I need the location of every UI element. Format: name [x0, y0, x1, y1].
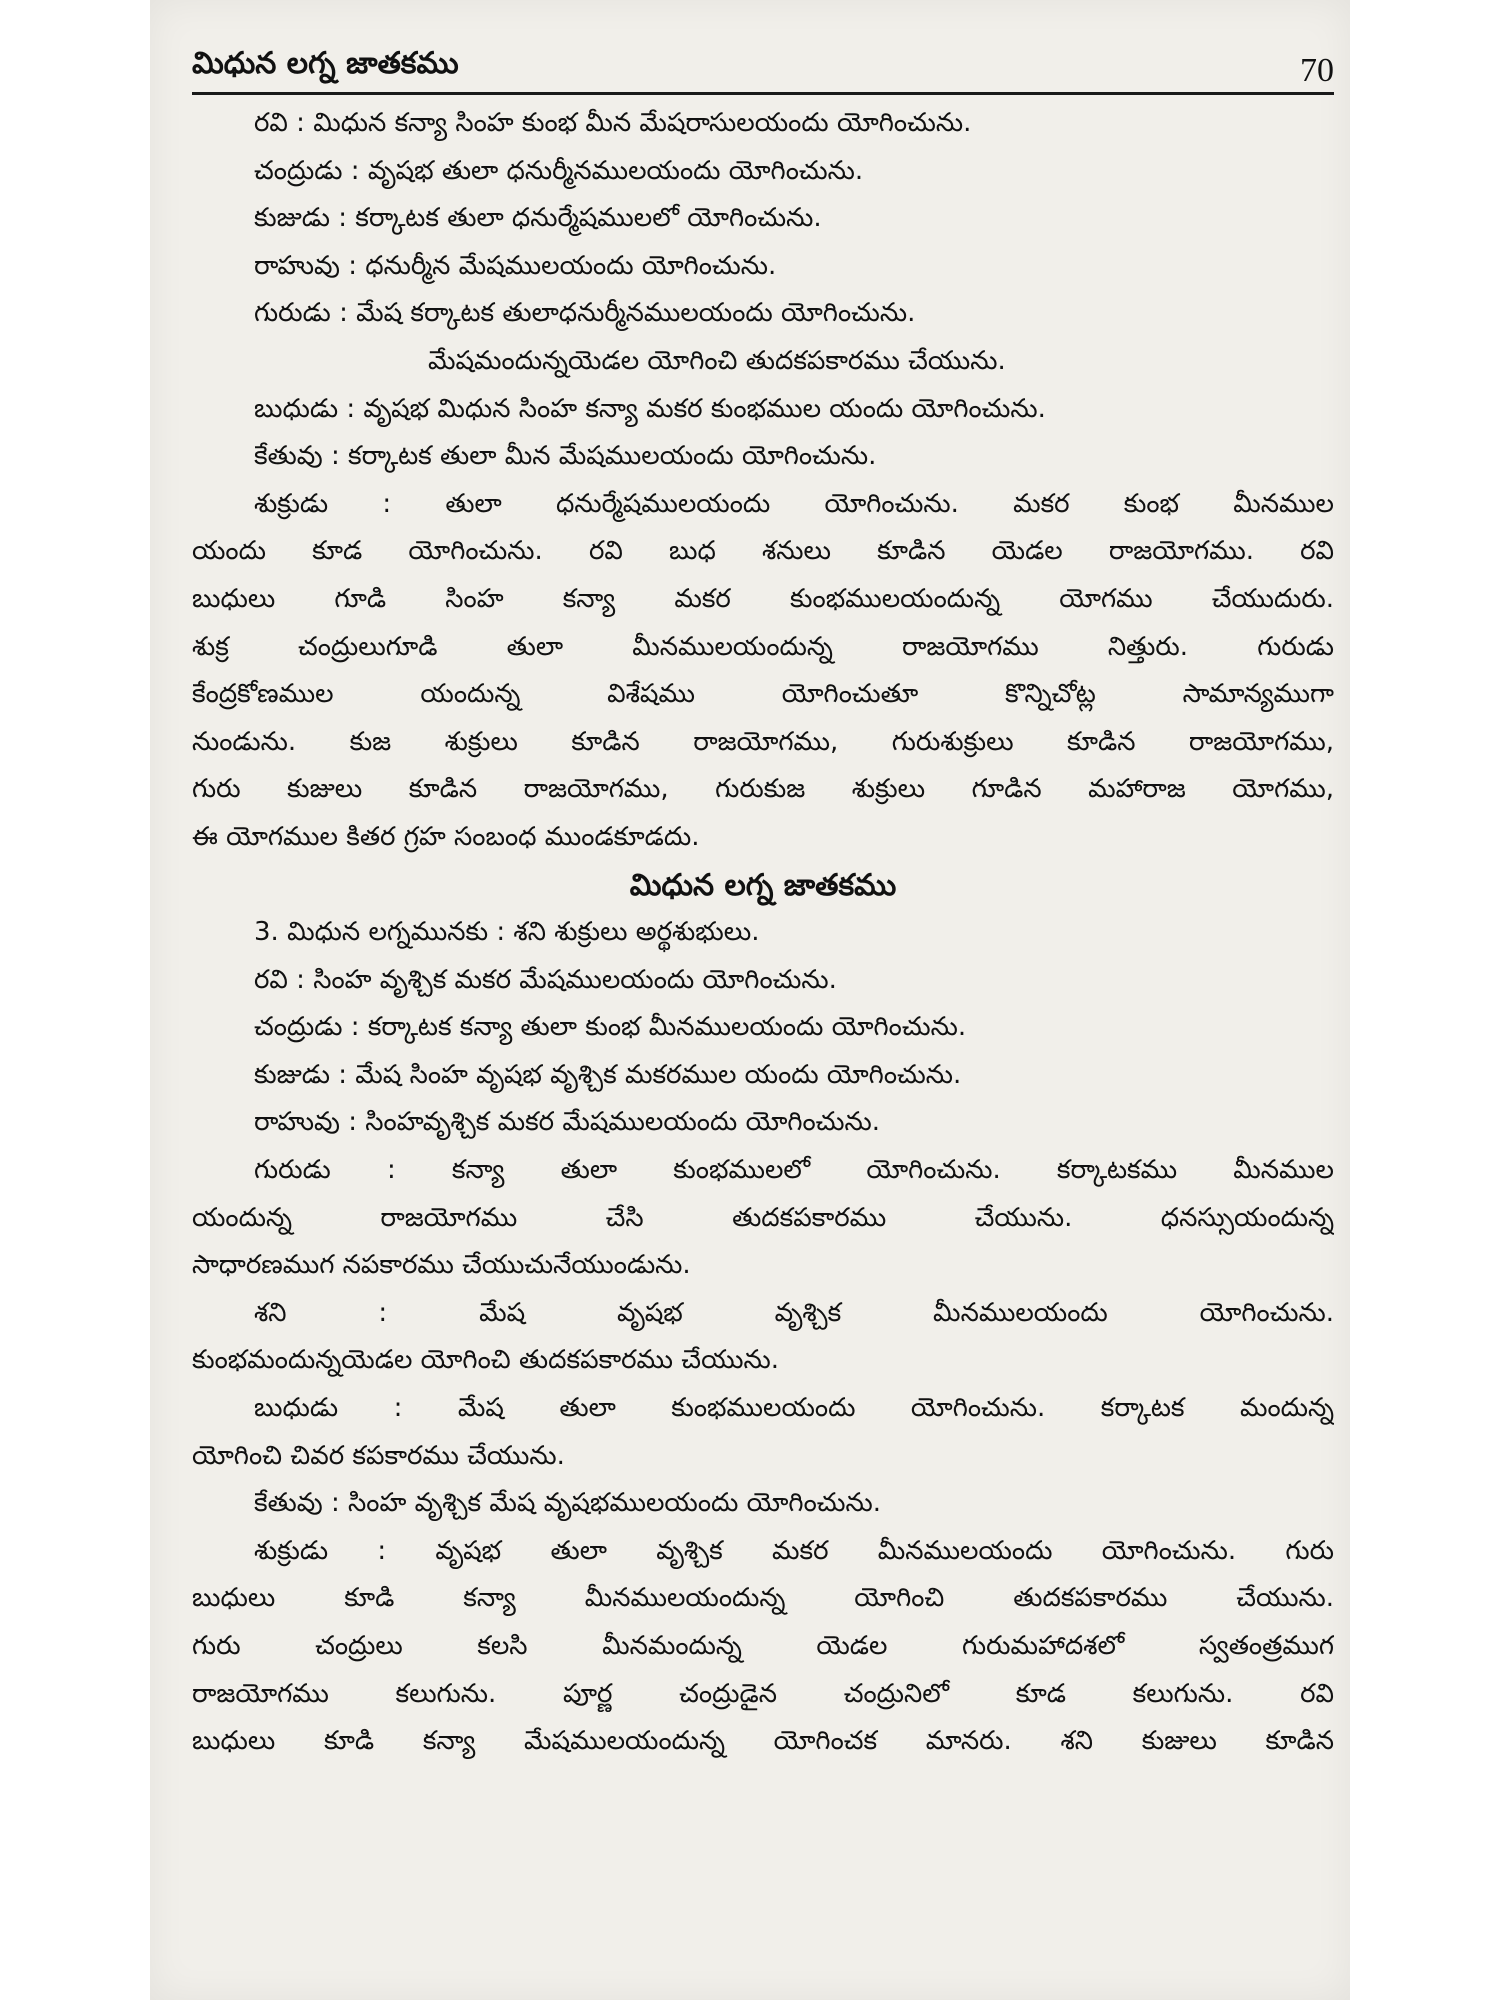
text-line: రాహువు : ధనుర్మీన మేషములయందు యోగించును.	[254, 250, 777, 281]
text-line: శుక్రుడు : వృషభ తులా వృశ్చిక మకర మీనములయందు యోగించును. గురు	[254, 1535, 1334, 1566]
text-line: గురు చంద్రులు కలసి మీనమందున్న యెడల గురుమహాదశలో స్వతంత్రముగ	[192, 1631, 1334, 1661]
running-head-title: మిధున లగ్న జాతకము	[192, 46, 459, 81]
text-line: బుధుడు : వృషభ మిధున సింహ కన్యా మకర కుంభముల యందు యోగించును.	[254, 393, 1046, 424]
text-line: శుక్ర చంద్రులుగూడి తులా మీనములయందున్న రాజయోగము నిత్తురు. గురుడు	[192, 631, 1334, 662]
text-line: రాజయోగము కలుగును. పూర్ణ చంద్రుడైన చంద్రునిలో కూడ కలుగును. రవి	[192, 1678, 1334, 1709]
text-line: బుధులు కూడి కన్యా మేషములయందున్న యోగించక మానరు. శని కుజులు కూడిన	[192, 1726, 1334, 1757]
text-line: మేషమందున్నయెడల యోగించి తుదకపకారము చేయును.	[428, 345, 1006, 376]
text-line: గురుడు : మేష కర్కాటక తులాధనుర్మీనములయందు యోగించును.	[254, 298, 916, 329]
text-line: చంద్రుడు : కర్కాటక కన్యా తులా కుంభ మీనములయందు యోగించును.	[254, 1012, 967, 1043]
page-number: 70	[1300, 52, 1334, 89]
text-line: శుక్రుడు : తులా ధనుర్మేషములయందు యోగించును. మకర కుంభ మీనముల	[254, 488, 1334, 519]
text-line: గురు కుజులు కూడిన రాజయోగము, గురుకుజ శుక్రులు గూడిన మహారాజ యోగము,	[192, 774, 1334, 805]
text-line: యందు కూడ యోగించును. రవి బుధ శనులు కూడిన యెడల రాజయోగము. రవి	[192, 536, 1334, 567]
running-head	[192, 40, 1334, 95]
text-line: బుధులు గూడి సింహ కన్యా మకర కుంభములయందున్న యోగము చేయుదురు.	[192, 583, 1334, 614]
text-line: గురుడు : కన్యా తులా కుంభములలో యోగించును. కర్కాటకము మీనముల	[254, 1155, 1334, 1186]
text-line: కేంద్రకోణముల యందున్న విశేషము యోగించుతూ కొన్నిచోట్ల సామాన్యముగా	[192, 679, 1334, 710]
text-line: రవి : మిధున కన్యా సింహ కుంభ మీన మేషరాసులయందు యోగించును.	[254, 108, 972, 138]
text-line: శని : మేష వృషభ వృశ్చిక మీనములయందు యోగించును.	[254, 1297, 1334, 1328]
section-heading: మిధున లగ్న జాతకము	[629, 867, 897, 903]
text-line: కుజుడు : కర్కాటక తులా ధనుర్మేషములలో యోగించును.	[254, 203, 822, 234]
text-line: బుధులు కూడి కన్యా మీనములయందున్న యోగించి తుదకపకారము చేయును.	[192, 1583, 1334, 1614]
text-line: 3. మిధున లగ్నమునకు : శని శుక్రులు అర్థశుభులు.	[254, 917, 760, 948]
text-line: రాహువు : సింహవృశ్చిక మకర మేషములయందు యోగించును.	[254, 1107, 880, 1138]
text-line: నుండును. కుజ శుక్రులు కూడిన రాజయోగము, గురుశుక్రులు కూడిన రాజయోగము,	[192, 726, 1334, 757]
text-line: ఈ యోగముల కితర గ్రహ సంబంధ ముండకూడదు.	[192, 821, 700, 852]
text-line: బుధుడు : మేష తులా కుంభములయందు యోగించును. కర్కాటక మందున్న	[254, 1393, 1334, 1424]
text-line: కేతువు : సింహ వృశ్చిక మేష వృషభములయందు యోగించును.	[254, 1488, 882, 1519]
text-line: కుంభమందున్నయెడల యోగించి తుదకపకారము చేయును.	[192, 1345, 780, 1376]
text-line: సాధారణముగ నపకారము చేయుచునేయుండును.	[192, 1250, 691, 1281]
book-page	[150, 0, 1350, 2000]
text-line: రవి : సింహ వృశ్చిక మకర మేషములయందు యోగించును.	[254, 964, 837, 995]
text-line: యోగించి చివర కపకారము చేయును.	[192, 1440, 565, 1471]
text-line: చంద్రుడు : వృషభ తులా ధనుర్మీనములయందు యోగించును.	[254, 155, 864, 186]
text-line: కేతువు : కర్కాటక తులా మీన మేషములయందు యోగించును.	[254, 441, 877, 472]
page-body	[192, 100, 1334, 1766]
text-line: యందున్న రాజయోగము చేసి తుదకపకారము చేయును. ధనస్సుయందున్న	[192, 1202, 1334, 1233]
text-line: కుజుడు : మేష సింహ వృషభ వృశ్చిక మకరముల యందు యోగించును.	[254, 1059, 962, 1090]
